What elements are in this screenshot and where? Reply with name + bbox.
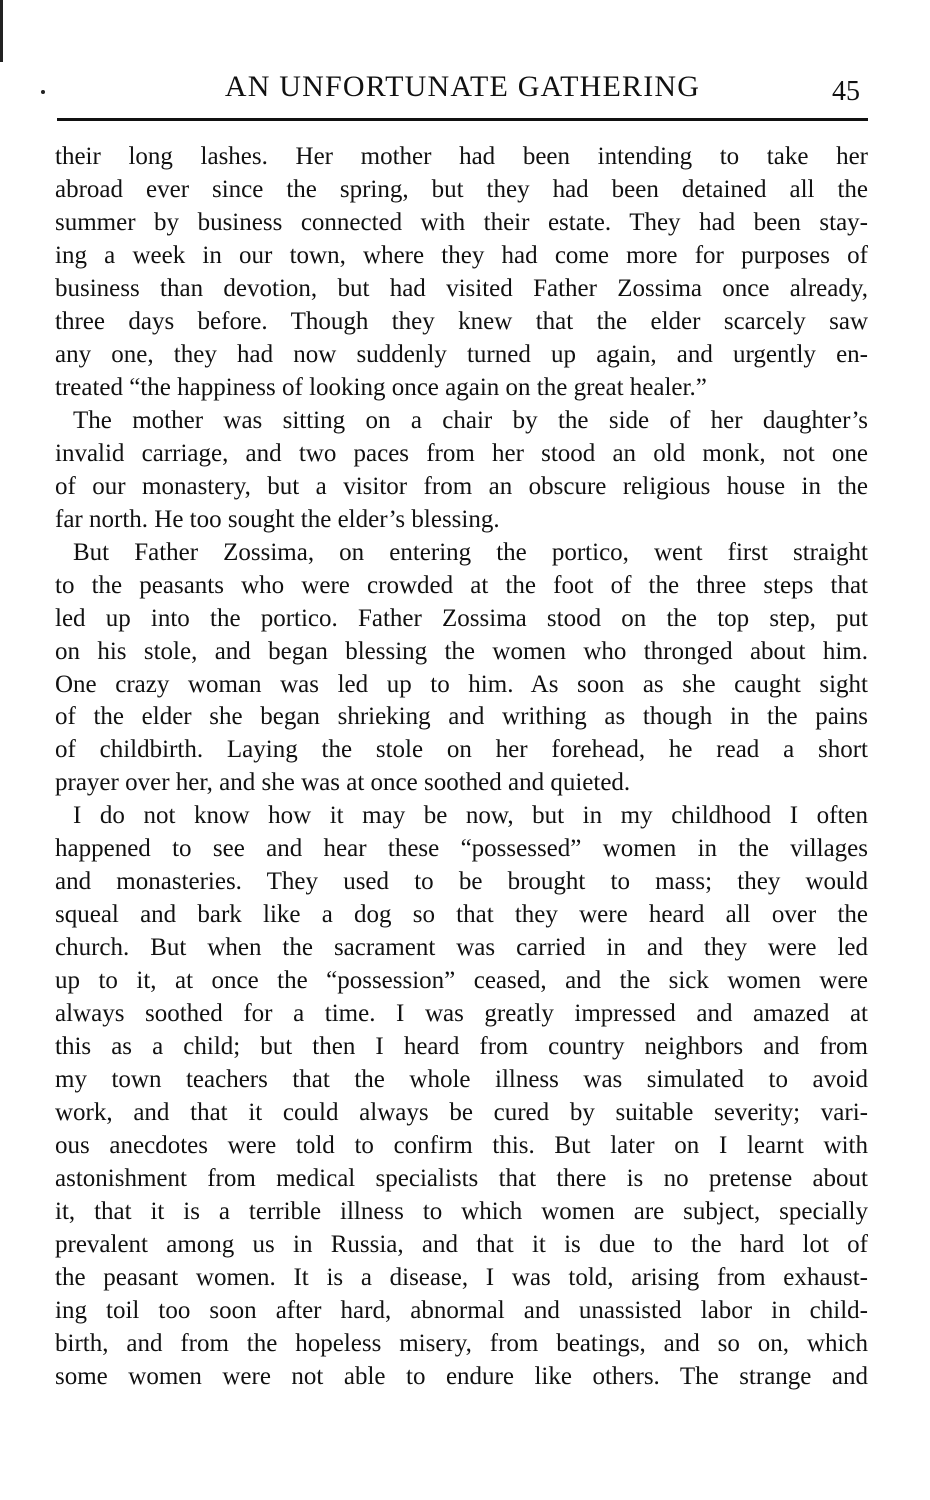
text-line: astonishment from medical specialists that there is no pretense about [55,1165,868,1193]
text-line: the peasant women. It is a disease, I was told, arising from exhaust- [55,1263,868,1291]
text-line: summer by business connected with their estate. They had been stay- [55,208,868,236]
text-line: this as a child; but then I heard from country neighbors and from [55,1033,868,1061]
scan-edge-mark [0,0,3,62]
text-line: of the elder she began shrieking and writhing as though in the pains [55,703,868,731]
text-line: I do not know how it may be now, but in my childhood I often [73,802,868,830]
text-line: invalid carriage, and two paces from her stood an old monk, not one [55,439,868,467]
text-line: any one, they had now suddenly turned up again, and urgently en- [55,340,868,368]
paragraph [55,141,868,405]
text-line: their long lashes. Her mother had been intending to take her [55,143,868,170]
text-line: ing a week in our town, where they had come more for purposes of [55,241,868,269]
text-line: it, that it is a terrible illness to which women are subject, specially [55,1198,868,1225]
text-line: of childbirth. Laying the stole on her forehead, he read a short [55,736,868,764]
text-line: on his stole, and began blessing the women who thronged about him. [55,637,868,665]
text-line: birth, and from the hopeless misery, from beatings, and so on, which [55,1329,868,1357]
text-line: ous anecdotes were told to confirm this. But later on I learnt with [55,1132,868,1160]
text-line: business than devotion, but had visited Father Zossima once already, [55,274,868,302]
text-line: prevalent among us in Russia, and that it is due to the hard lot of [55,1230,868,1258]
text-line: The mother was sitting on a chair by the side of her daughter’s [73,406,868,434]
header-rule [57,118,868,121]
text-line: up to it, at once the “possession” ceased, and the sick women were [55,967,868,995]
text-line: far north. He too sought the elder’s blessing. [55,505,500,533]
body-text [55,141,868,1394]
paragraph [55,800,868,1393]
scan-speck [41,90,45,94]
text-line: treated “the happiness of looking once again on the great healer.” [55,373,707,401]
paragraph [55,405,868,537]
text-line: work, and that it could always be cured by suitable severity; vari- [55,1099,868,1127]
text-line: some women were not able to endure like others. The strange and [55,1362,868,1390]
text-line: One crazy woman was led up to him. As soon as she caught sight [55,670,868,698]
text-line: abroad ever since the spring, but they had been detained all the [55,175,868,203]
text-line: church. But when the sacrament was carried in and they were led [55,934,868,962]
text-line: happened to see and hear these “possessed” women in the villages [55,835,868,863]
text-line: and monasteries. They used to be brought to mass; they would [55,868,868,896]
text-line: prayer over her, and she was at once soothed and quieted. [55,769,631,797]
text-line: But Father Zossima, on entering the portico, went first straight [73,538,868,566]
text-line: squeal and bark like a dog so that they were heard all over the [55,901,868,929]
text-line: three days before. Though they knew that the elder scarcely saw [55,307,868,335]
page-number: 45 [832,76,860,107]
text-line: ing toil too soon after hard, abnormal and unassisted labor in child- [55,1296,868,1324]
text-line: always soothed for a time. I was greatly impressed and amazed at [55,1000,868,1028]
text-line: to the peasants who were crowded at the foot of the three steps that [55,571,868,599]
text-line: led up into the portico. Father Zossima stood on the top step, put [55,604,868,632]
paragraph [55,537,868,801]
running-title: AN UNFORTUNATE GATHERING [224,70,701,103]
text-line: my town teachers that the whole illness was simulated to avoid [55,1066,868,1094]
page-header [57,68,868,112]
text-line: of our monastery, but a visitor from an obscure religious house in the [55,472,868,500]
